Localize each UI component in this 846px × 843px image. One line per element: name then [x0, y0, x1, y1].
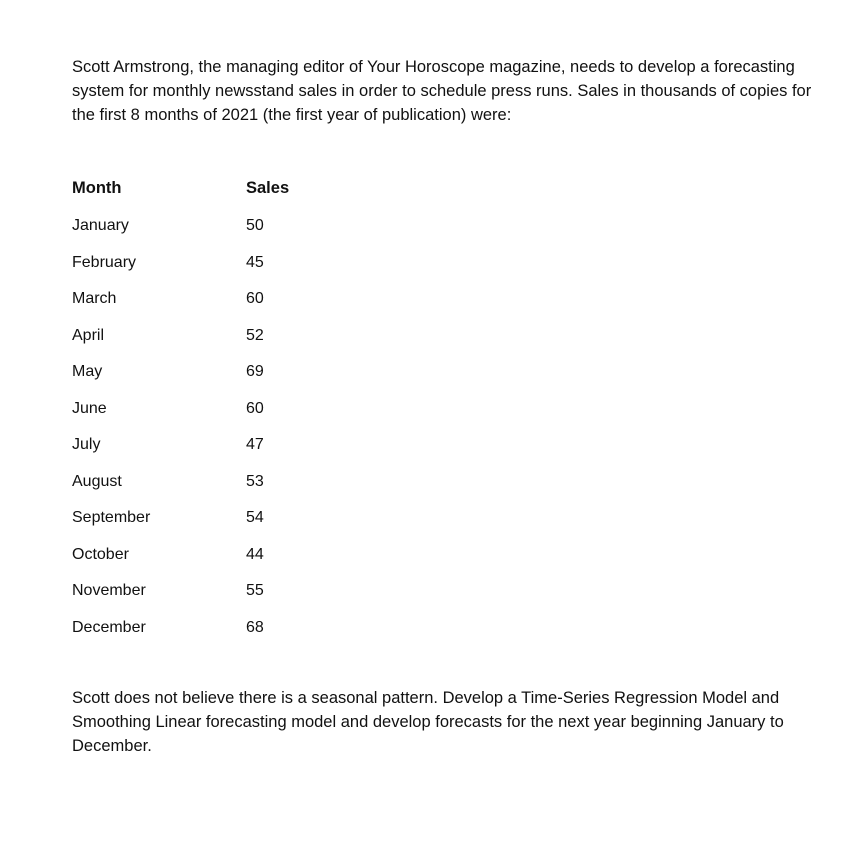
- outro-paragraph: Scott does not believe there is a seasonal pattern. Develop a Time-Series Regression Model and Smoothing Linear forecasting model and develop forecasts for the next year beginning January to December.: [72, 689, 784, 755]
- table-row: [72, 432, 372, 469]
- sales-cell: 69: [246, 363, 264, 380]
- month-cell: February: [72, 253, 137, 271]
- table-row: [72, 615, 372, 652]
- month-cell: November: [72, 582, 146, 599]
- intro-paragraph: Scott Armstrong, the managing editor of Your Horoscope magazine, needs to develop a forecasting system for monthly newsstand sales in order to schedule press runs. Sales in thousands of copies for the first 8 months of 2021 (the first year of publication) were:: [72, 58, 812, 124]
- table-row: [72, 469, 372, 506]
- table-row: [72, 542, 372, 579]
- table-row: [72, 323, 372, 360]
- sales-cell: 45: [246, 253, 264, 271]
- sales-column-header: Sales: [246, 179, 290, 197]
- table-row: [72, 213, 372, 250]
- sales-cell: 47: [246, 436, 264, 453]
- month-cell: September: [72, 509, 151, 526]
- month-cell: July: [72, 436, 101, 453]
- sales-cell: 68: [246, 618, 264, 636]
- month-cell: December: [72, 618, 146, 636]
- table-row: [72, 250, 372, 287]
- month-cell: March: [72, 290, 117, 307]
- sales-cell: 50: [246, 217, 264, 234]
- sales-cell: 60: [246, 290, 264, 307]
- table-header-row: [72, 175, 372, 213]
- table-row: [72, 505, 372, 542]
- month-cell: October: [72, 545, 129, 563]
- month-cell: August: [72, 472, 122, 490]
- sales-cell: 55: [246, 582, 264, 599]
- sales-cell: 52: [246, 326, 264, 344]
- month-column-header: Month: [72, 179, 122, 197]
- table-row: [72, 578, 372, 615]
- sales-cell: 53: [246, 472, 264, 490]
- table-row: [72, 286, 372, 323]
- sales-table: [72, 175, 372, 651]
- sales-cell: 60: [246, 399, 264, 417]
- month-cell: January: [72, 217, 129, 234]
- month-cell: May: [72, 363, 103, 380]
- table-row: [72, 396, 372, 433]
- table-row: [72, 359, 372, 396]
- month-cell: April: [72, 326, 105, 344]
- month-cell: June: [72, 399, 107, 417]
- sales-cell: 44: [246, 545, 264, 563]
- sales-cell: 54: [246, 509, 264, 526]
